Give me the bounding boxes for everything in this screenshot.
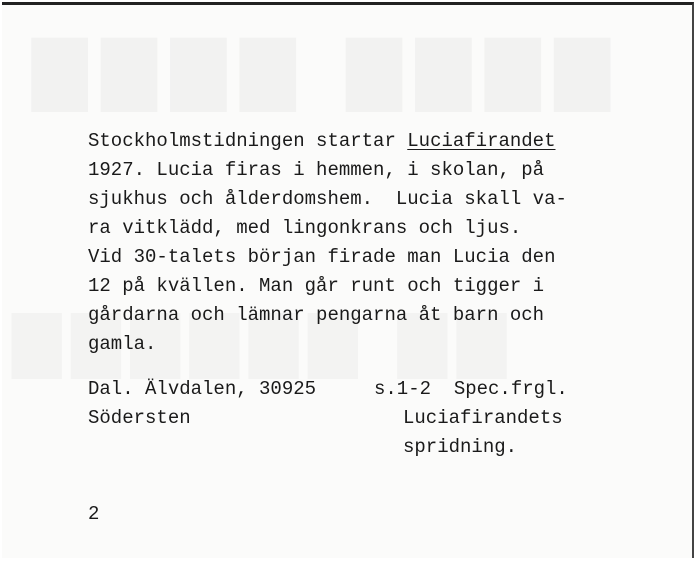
p1-line-2: 1927. Lucia firas i hemmen, i skolan, på	[88, 159, 545, 181]
p2-line-2: 12 på kvällen. Man går runt och tigger i	[88, 275, 545, 297]
record-location	[88, 375, 316, 433]
paragraph-2	[88, 243, 555, 359]
p2-line-4: gamla.	[88, 333, 157, 355]
p1-line-1-underlined: Luciafirandet	[407, 130, 556, 152]
record-classification	[374, 375, 568, 462]
topic-line-1: Luciafirandets	[403, 407, 563, 429]
topic-line-2: spridning.	[403, 436, 518, 458]
archive-card	[2, 2, 694, 558]
bleed-through-stamp	[32, 27, 624, 111]
p1-line-1-prefix: Stockholmstidningen startar	[88, 130, 408, 152]
p2-line-1: Vid 30-talets början firade man Lucia den	[88, 246, 556, 268]
paragraph-1	[88, 127, 567, 243]
pages-and-category: s.1-2 Spec.frgl.	[374, 378, 568, 400]
p1-line-4: ra vitklädd, med lingonkrans och ljus.	[88, 217, 522, 239]
informant-name: Södersten	[88, 407, 191, 429]
p2-line-3: gårdarna och lämnar pengarna åt barn och	[88, 304, 545, 326]
page-number: 2	[88, 503, 100, 525]
p1-line-3: sjukhus och ålderdomshem. Lucia skall va-	[88, 188, 567, 210]
place-code: Dal. Älvdalen, 30925	[88, 378, 317, 400]
